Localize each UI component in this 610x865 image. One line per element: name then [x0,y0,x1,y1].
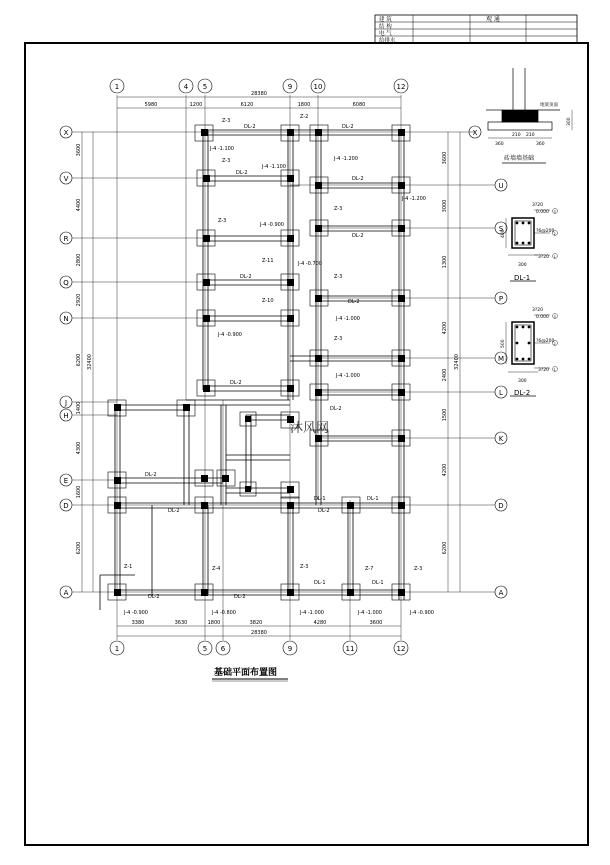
column-footings [108,125,410,600]
strip-footing-dim: 300 [567,117,572,126]
grid-label-right-A: A [498,589,504,597]
beam-label: DL-1 [372,580,384,586]
dim-right-total: 32400 [454,354,460,370]
dim-bottom-seg: 3600 [369,620,383,626]
footing-id: Z-3 [334,336,343,342]
dl1-marker: 3 [553,210,556,214]
grid-label-right-D: D [498,502,504,510]
title-block-row-1: 建 筑 [379,17,392,23]
dim-top-seg: 1800 [297,102,311,108]
footing-id: Z-3 [218,218,227,224]
dl1-elev: 0.000 [536,210,549,215]
dl2-marker: 2 [553,342,556,346]
footing-elev: J-4 -0.700 [298,261,322,267]
beam-label: DL-2 [318,508,330,514]
beam-label: DL-2 [240,274,252,280]
dim-left-seg: 1600 [76,485,82,499]
dim-right-seg: 1300 [442,255,448,269]
grid-label-right-L: L [499,389,503,397]
dim-top-seg: 5980 [144,102,158,108]
beam-label: DL-2 [244,124,256,130]
strip-footing-dim: 360 [495,142,504,147]
foundation-beams [100,130,404,610]
footing-elev: J-4 -1.000 [300,610,324,616]
grid-label-right-S: S [498,225,504,233]
detail-dl2-text [497,307,556,397]
grid-label-left-X: X [63,129,69,137]
grid-label-left-E: E [63,477,69,485]
footing-id: Z-3 [334,206,343,212]
dim-right-seg: 3000 [442,199,448,213]
dim-right-seg: 4200 [442,463,448,477]
dim-left-seg: 2800 [76,253,82,267]
footing-id: Z-2 [300,114,309,120]
grid-label-left-H: H [63,412,69,420]
grid-label-right-K: K [498,435,504,443]
title-block-row-4: 给排水 [379,38,396,44]
footing-id: Z-4 [212,566,221,572]
footing-id: Z-3 [300,564,309,570]
dl1-width: 300 [518,263,527,268]
footing-id: Z-3 [222,158,231,164]
footing-elev: J-4 -0.900 [410,610,434,616]
beam-label: DL-2 [330,406,342,412]
dl2-top-bar: 3?20 [532,308,543,313]
footing-elev: J-4 -1.000 [358,610,382,616]
dl2-elev: 0.000 [536,315,549,320]
grid-label-bottom-1: 1 [114,645,120,653]
beam-label: DL-1 [314,580,326,586]
grid-label-left-D: D [63,502,69,510]
title-block [375,15,577,44]
dim-right-seg: 4200 [442,321,448,335]
footing-elev: J-4 -0.900 [124,610,148,616]
dl1-marker: 1 [553,255,556,259]
dl2-width: 300 [518,379,527,384]
dl1-stirrup: ?6@200 [536,229,555,234]
dim-left-seg: 4300 [76,441,82,455]
beam-label: DL-2 [148,594,160,600]
grid-label-bottom-6: 6 [220,645,226,653]
dim-top-seg: 6120 [240,102,254,108]
grid-label-left-J: J [64,399,68,407]
dl1-title: DL-1 [514,274,531,282]
grid-label-left-Q: Q [63,279,69,287]
dl2-bottom-bar: 3?20 [538,368,549,373]
footing-annotations [123,114,434,616]
grid-label-right-P: P [498,295,504,303]
footing-elev: J-4 -1.100 [262,164,286,170]
footing-id: Z-3 [222,118,231,124]
footing-elev: J-4 -1.200 [334,156,358,162]
beam-label: DL-2 [352,176,364,182]
grid-label-top-12: 12 [396,83,406,91]
footing-id: Z-11 [262,258,274,264]
strip-footing-dim: 210 [526,133,535,138]
grid-label-right-M: M [497,355,505,363]
dim-left-seg: 2920 [76,293,82,307]
footing-elev: J-4 -1.000 [336,373,360,379]
grid-label-left-V: V [63,175,69,183]
detail-strip-footing [486,68,572,138]
dim-left-total: 32400 [87,354,93,370]
dim-bottom-seg: 3820 [249,620,263,626]
beam-label: DL-1 [314,496,326,502]
footing-elev: J-4 -0.800 [212,610,236,616]
dimension-texts [76,91,460,636]
footing-id: Z-3 [334,274,343,280]
dim-top-total: 28380 [251,91,267,97]
footing-elev: J-4 -0.900 [218,332,242,338]
title-block-row-2: 结 构 [379,24,392,30]
drawing-title: 基础平面布置图 [214,668,278,678]
grid-label-bottom-5: 5 [202,645,208,653]
beam-label: DL-2 [348,299,360,305]
strip-footing-dim: 210 [512,133,521,138]
strip-footing-dim: 360 [536,142,545,147]
footing-elev: J-4 -0.900 [260,222,284,228]
footing-id: Z-7 [365,566,374,572]
title-block-row-3: 电 气 [379,31,392,37]
dim-left-seg: 6200 [76,541,82,555]
dl1-bottom-bar: 3?20 [538,255,549,260]
grid-label-left-R: R [63,235,69,243]
footing-elev: J-4 -1.000 [336,316,360,322]
footing-elev: J-4 -1.200 [402,196,426,202]
grid-lines [72,95,495,640]
dim-bottom-seg: 3630 [174,620,188,626]
beam-label: DL-2 [230,380,242,386]
dim-bottom-seg: 1800 [207,620,221,626]
beam-label: DL-2 [168,508,180,514]
dl2-stirrup: ?6@200 [536,339,555,344]
dim-bottom-seg: 4280 [313,620,327,626]
dim-right-seg: 6200 [442,541,448,555]
dim-right-seg: 1500 [442,408,448,422]
dim-top-seg: 1200 [189,102,203,108]
grid-label-bottom-9: 9 [287,645,293,653]
beam-label: DL-2 [234,594,246,600]
dim-left-seg: 3600 [76,143,82,157]
dim-right-seg: 3600 [442,151,448,165]
grid-label-top-5: 5 [202,83,208,91]
beam-label: DL-2 [145,472,157,478]
grid-label-bottom-11: 11 [345,645,355,653]
footing-id: Z-1 [124,564,133,570]
grid-label-top-4: 4 [183,83,189,91]
grid-label-bottom-12: 12 [396,645,406,653]
grid-label-left-A: A [63,589,69,597]
dim-right-seg: 2400 [442,368,448,382]
grid-label-right-U: U [498,182,504,190]
beam-label: DL-1 [367,496,379,502]
title-block-project: 观 通 [486,16,500,23]
dl1-height: 400 [501,229,506,238]
footing-id: Z-10 [262,298,274,304]
strip-footing-title: 砖墙墙基础 [504,155,535,162]
dim-top-seg: 6080 [352,102,366,108]
dl2-title: DL-2 [514,389,531,397]
dim-left-seg: 6200 [76,353,82,367]
dl2-height: 500 [501,339,506,348]
dl2-marker: 1 [553,368,556,372]
dl2-marker: 3 [553,315,556,319]
dim-left-seg: 4400 [76,198,82,212]
strip-footing-note: 地梁顶面 [540,103,558,108]
dl1-marker: 2 [553,232,556,236]
detail-dl2 [506,314,558,397]
detail-dl1 [506,209,558,282]
grid-label-right-X: X [472,129,478,137]
grid-label-left-N: N [63,315,69,323]
beam-label: DL-2 [352,233,364,239]
footing-id: Z-3 [414,566,423,572]
footing-elev: J-4 -1.100 [210,146,234,152]
grid-label-top-1: 1 [114,83,120,91]
watermark: 沐风网 [290,421,330,436]
dim-left-seg: 1400 [76,401,82,415]
beam-label: DL-2 [236,170,248,176]
dim-bottom-total: 28380 [251,630,267,636]
grid-label-top-10: 10 [313,83,323,91]
detail-dl1-text [500,202,556,282]
beam-label: DL-2 [342,124,354,130]
dl1-top-bar: 3?20 [532,203,543,208]
grid-label-top-9: 9 [287,83,293,91]
dim-bottom-seg: 3380 [131,620,145,626]
